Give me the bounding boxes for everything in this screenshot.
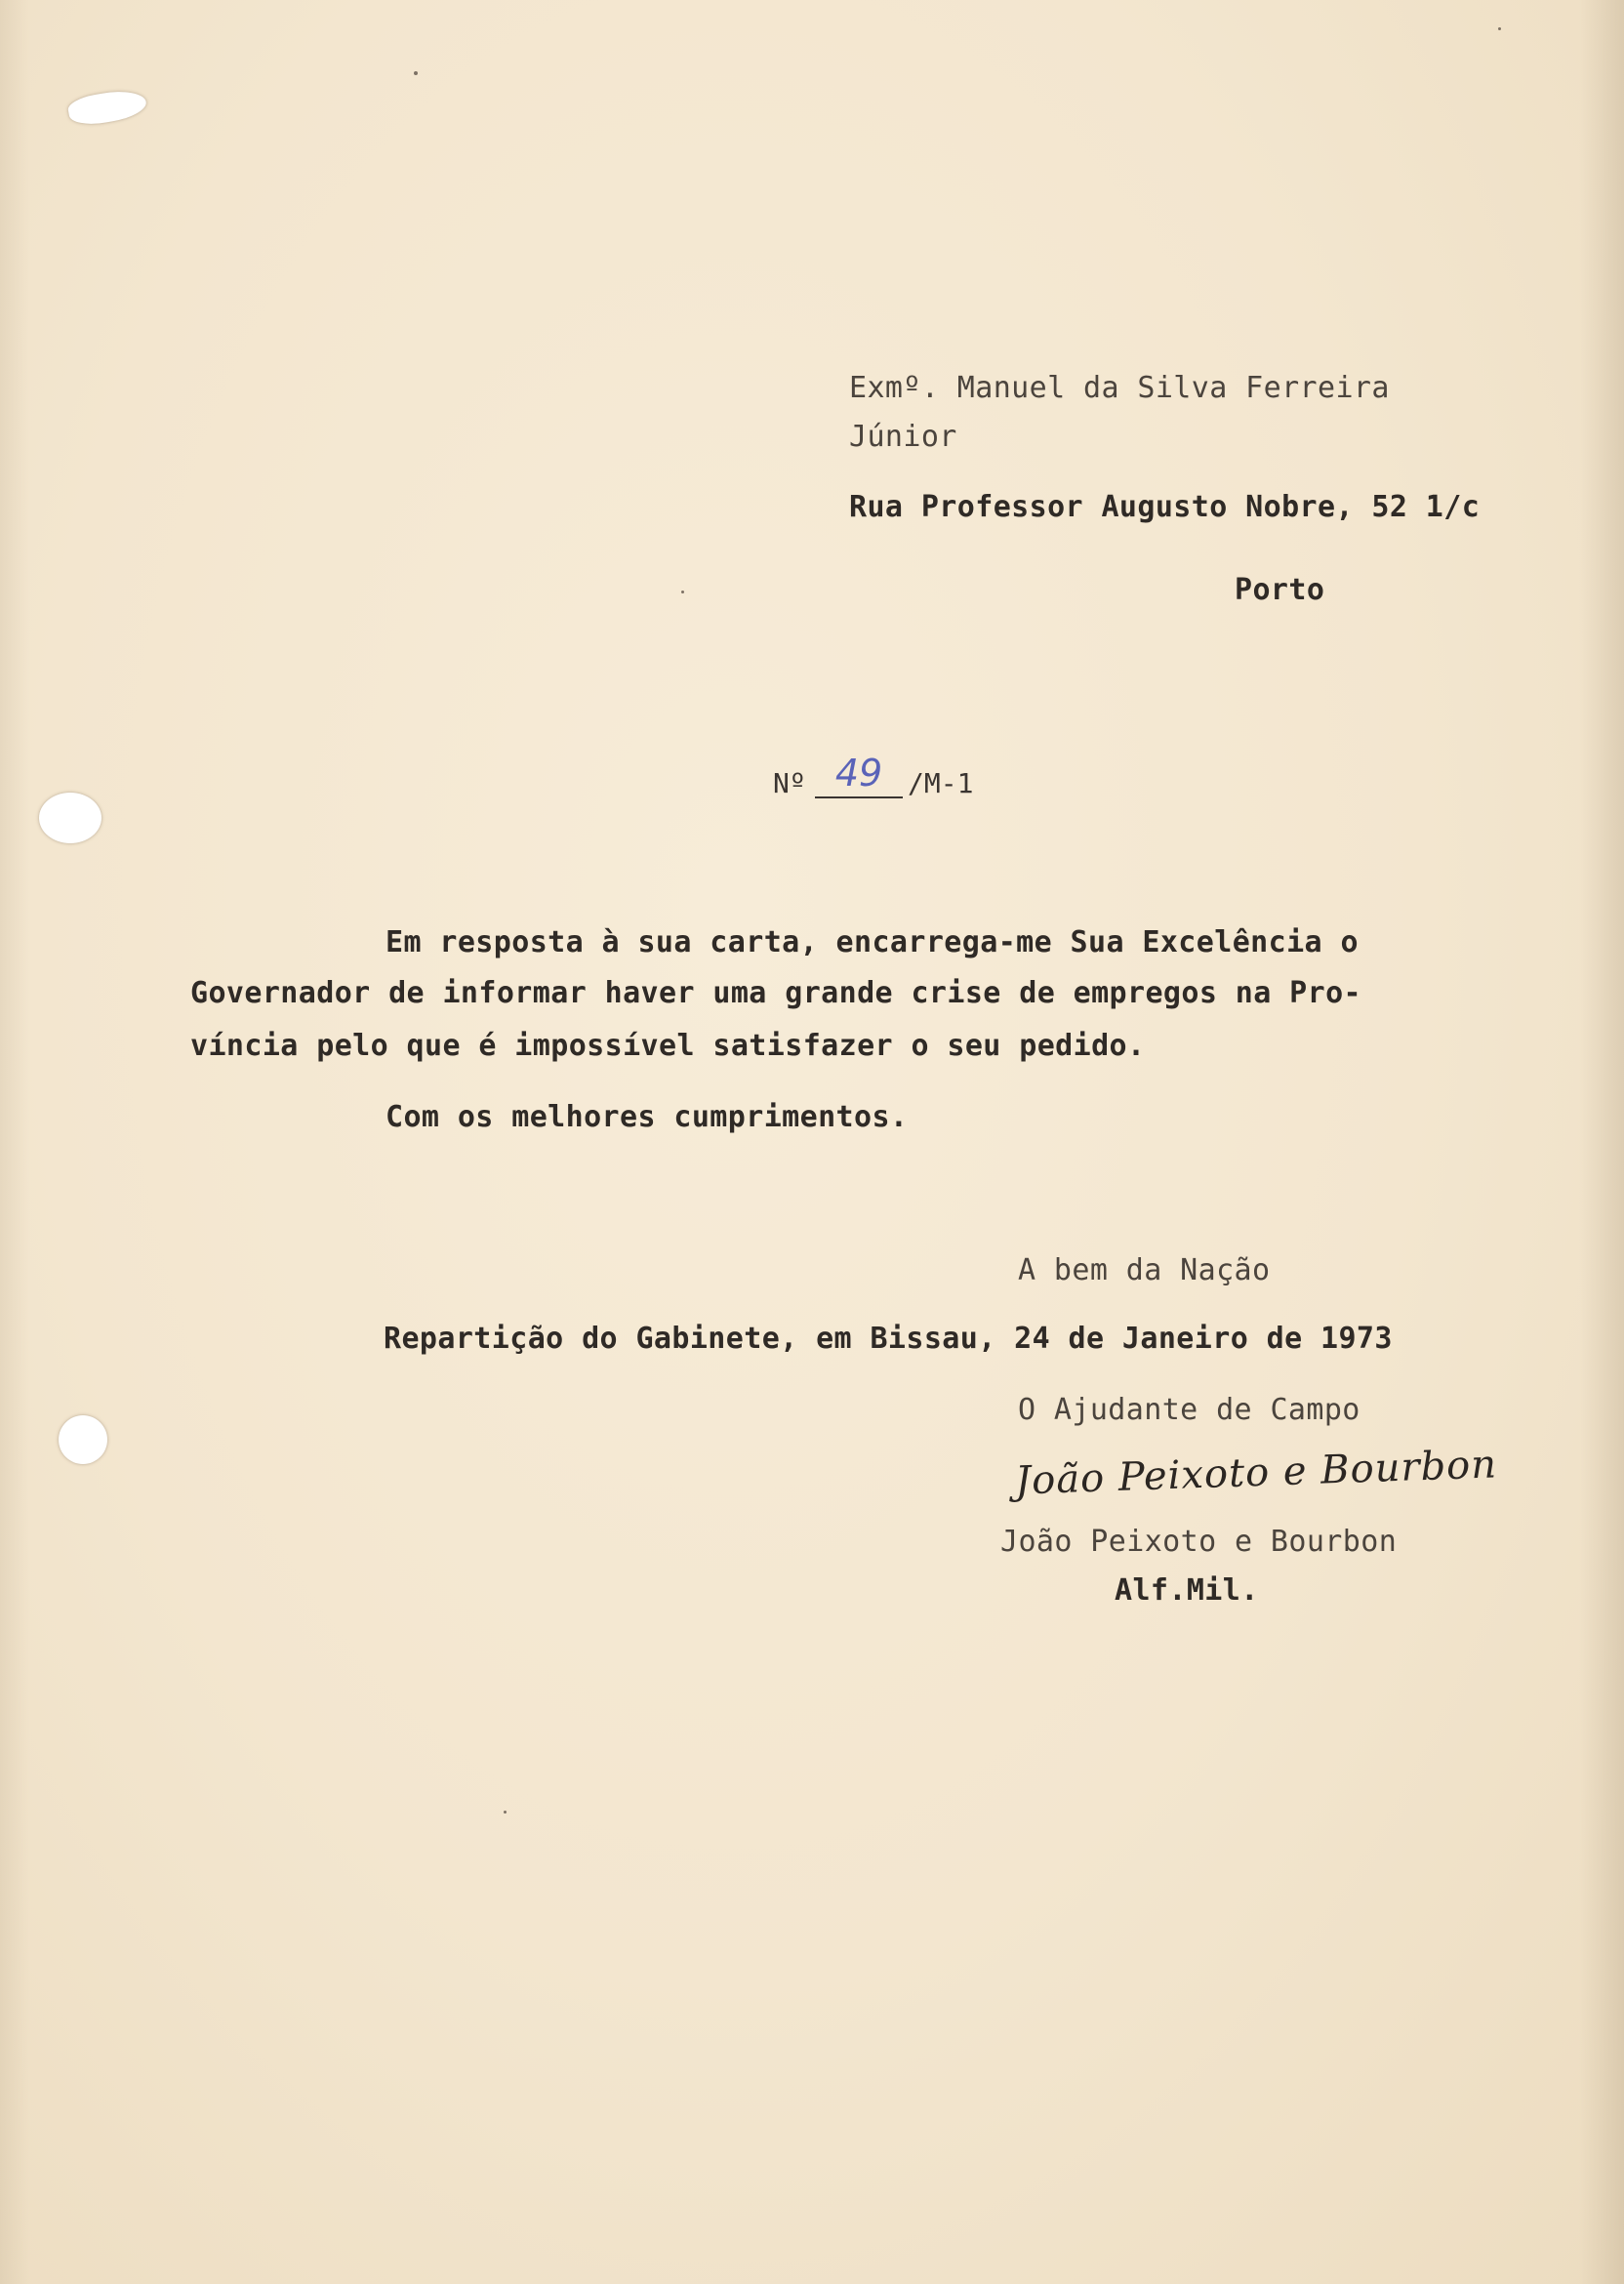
reference-suffix: /M-1 <box>908 767 974 799</box>
page-edge-shadow <box>1579 0 1624 2284</box>
recipient-name-line: Exmº. Manuel da Silva Ferreira <box>849 371 1390 405</box>
salutation: A bem da Nação <box>1018 1253 1271 1287</box>
reference-number: 49 <box>815 754 903 798</box>
page-edge-shadow-left <box>0 0 29 2284</box>
signatory-rank: Alf.Mil. <box>1115 1573 1259 1608</box>
punch-hole-lower <box>59 1415 107 1464</box>
signatory-role: O Ajudante de Campo <box>1018 1393 1360 1427</box>
body-line-2: Governador de informar haver uma grande crise de empregos na Pro- <box>190 976 1361 1010</box>
reference-prefix: Nº <box>773 767 806 799</box>
paper-speck <box>1498 27 1501 30</box>
body-line-3: víncia pelo que é impossível satisfazer o seu pedido. <box>190 1029 1146 1063</box>
body-line-1: Em resposta à sua carta, encarrega-me Sua Excelência o <box>386 925 1359 959</box>
paper-speck <box>504 1811 507 1814</box>
closing-line: Com os melhores cumprimentos. <box>386 1100 909 1134</box>
recipient-city: Porto <box>1235 573 1325 607</box>
recipient-address: Rua Professor Augusto Nobre, 52 1/c <box>849 490 1481 524</box>
paper-speck <box>681 591 684 593</box>
recipient-name-line-2: Júnior <box>849 420 957 454</box>
torn-corner-mark <box>66 86 148 128</box>
signatory-name: João Peixoto e Bourbon <box>1000 1525 1398 1559</box>
punch-hole-upper <box>39 793 102 843</box>
place-date: Repartição do Gabinete, em Bissau, 24 de Janeiro de 1973 <box>384 1322 1393 1356</box>
handwritten-signature: João Peixoto e Bourbon <box>1014 1442 1498 1504</box>
paper-speck <box>414 71 418 75</box>
